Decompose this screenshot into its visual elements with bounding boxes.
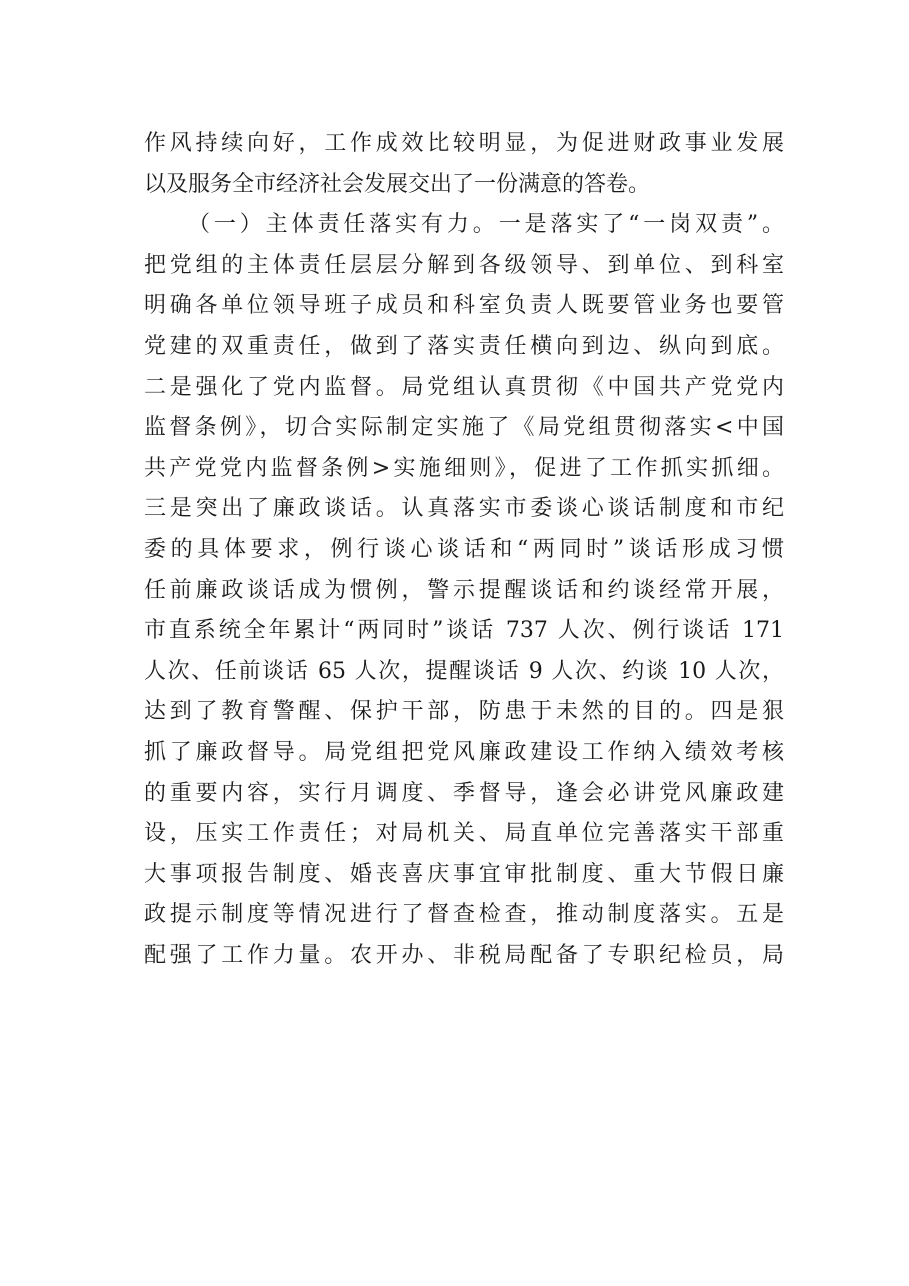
text-line: 二是强化了党内监督。局党组认真贯彻《中国共产党党内 xyxy=(144,374,784,400)
text-line: 任前廉政谈话成为惯例，警示提醒谈话和约谈经常开展， xyxy=(144,577,784,603)
text-line: 作风持续向好，工作成效比较明显，为促进财政事业发展 xyxy=(144,131,784,156)
text-line: （一）主体责任落实有力。一是落实了“一岗双责”。 xyxy=(188,212,784,238)
text-line: 抓了廉政督导。局党组把党风廉政建设工作纳入绩效考核 xyxy=(144,739,784,765)
text-line: 把党组的主体责任层层分解到各级领导、到单位、到科室 xyxy=(144,252,784,278)
text-line: 政提示制度等情况进行了督查检查，推动制度落实。五是 xyxy=(144,902,784,928)
body-text xyxy=(144,124,784,976)
text-line: 的重要内容，实行月调度、季督导，逢会必讲党风廉政建 xyxy=(144,780,784,806)
text-line: 共产党党内监督条例>实施细则》，促进了工作抓实抓细。 xyxy=(144,455,784,481)
text-line: 监督条例》，切合实际制定实施了《局党组贯彻落实<中国 xyxy=(144,415,784,441)
text-line: 配强了工作力量。农开办、非税局配备了专职纪检员，局 xyxy=(144,942,784,968)
text-line: 大事项报告制度、婚丧喜庆事宜审批制度、重大节假日廉 xyxy=(144,861,784,887)
text-line: 达到了教育警醒、保护干部，防患于未然的目的。四是狠 xyxy=(144,699,784,725)
text-line: 党建的双重责任，做到了落实责任横向到边、纵向到底。 xyxy=(144,333,784,359)
text-line: 委的具体要求，例行谈心谈话和“两同时”谈话形成习惯 xyxy=(144,536,784,562)
text-line: 三是突出了廉政谈话。认真落实市委谈心谈话制度和市纪 xyxy=(144,496,784,522)
text-line: 明确各单位领导班子成员和科室负责人既要管业务也要管 xyxy=(144,293,784,319)
text-line: 以及服务全市经济社会发展交出了一份满意的答卷。 xyxy=(144,171,651,197)
text-line: 市直系统全年累计“两同时”谈话 737 人次、例行谈话 171 xyxy=(144,618,784,644)
text-line: 设，压实工作责任；对局机关、局直单位完善落实干部重 xyxy=(144,821,784,847)
text-line: 人次、任前谈话 65 人次，提醒谈话 9 人次、约谈 10 人次， xyxy=(144,658,784,684)
